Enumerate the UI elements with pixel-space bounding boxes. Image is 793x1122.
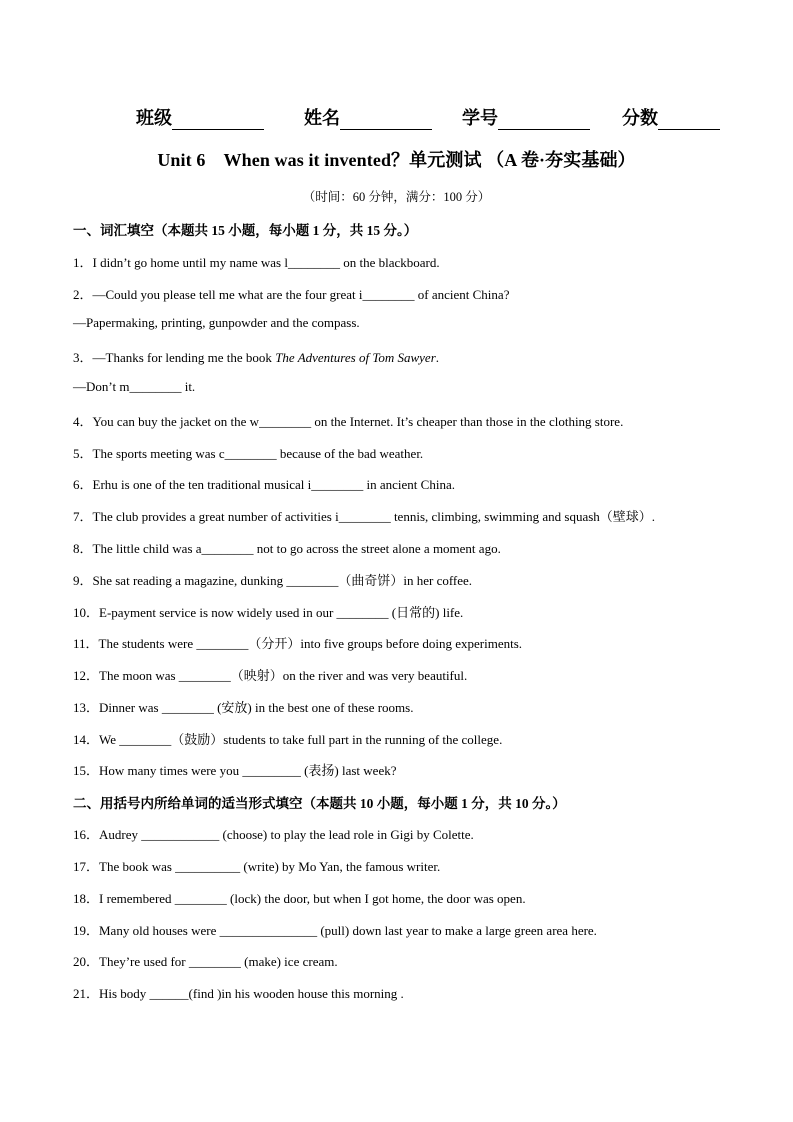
page-title: Unit 6 When was it invented？单元测试 （A 卷·夯实基础） [157, 150, 636, 170]
book-title: The Adventures of Tom Sawyer [275, 350, 436, 365]
question-item: 13．Dinner was ________ (安放) in the best one of these rooms. [73, 700, 414, 715]
question-item: 1．I didn’t go home until my name was l________ on the blackboard. [73, 255, 440, 270]
question-item: 17．The book was __________ (write) by Mo Yan, the famous writer. [73, 859, 441, 874]
question-item: 9．She sat reading a magazine, dunking ________（曲奇饼）in her coffee. [73, 573, 473, 588]
question-answer-line: —Don’t m________ it. [73, 379, 196, 394]
question-item: 20．They’re used for ________ (make) ice cream. [73, 954, 338, 969]
question-item: 2．—Could you please tell me what are the four great i________ of ancient China? [73, 287, 510, 302]
question-item: 19．Many old houses were _______________ (pull) down last year to make a large green area here. [73, 923, 597, 938]
student-info-row [136, 104, 736, 130]
question-item: 8．The little child was a________ not to go across the street alone a moment ago. [73, 541, 501, 556]
question-item: 18．I remembered ________ (lock) the door, but when I got home, the door was open. [73, 891, 526, 906]
id-label: 学号 [462, 108, 498, 128]
question-answer-line: —Papermaking, printing, gunpowder and the compass. [73, 315, 360, 330]
score-field [622, 104, 720, 130]
question-item: 14．We ________（鼓励）students to take full part in the running of the college. [73, 732, 503, 747]
question-item: 4．You can buy the jacket on the w________ on the Internet. It’s cheaper than those in the clothing store. [73, 414, 624, 429]
class-label: 班级 [136, 108, 172, 128]
question-text: 3．—Thanks for lending me the book [73, 350, 276, 365]
section1-heading: 一、词汇填空（本题共 15 小题，每小题 1 分，共 15 分。） [73, 223, 418, 238]
exam-time-info: （时间：60 分钟，满分：100 分） [302, 190, 491, 204]
name-field [304, 104, 432, 130]
score-label: 分数 [622, 108, 658, 128]
name-label: 姓名 [304, 108, 340, 128]
class-blank[interactable] [172, 109, 264, 130]
name-blank[interactable] [340, 109, 432, 130]
section2-heading: 二、用括号内所给单词的适当形式填空（本题共 10 小题，每小题 1 分，共 10 分。） [73, 796, 566, 811]
question-item: 10．E-payment service is now widely used in our ________ (日常的) life. [73, 605, 464, 620]
class-field [136, 104, 264, 130]
question-item: 21．His body ______(find )in his wooden house this morning . [73, 986, 404, 1001]
question-item: 6．Erhu is one of the ten traditional musical i________ in ancient China. [73, 477, 455, 492]
score-blank[interactable] [658, 109, 720, 130]
question-item: 11．The students were ________（分开）into five groups before doing experiments. [73, 636, 523, 651]
question-item: 16．Audrey ____________ (choose) to play the lead role in Gigi by Colette. [73, 827, 474, 842]
question-item: 7．The club provides a great number of activities i________ tennis, climbing, swimming and squash（壁球）. [73, 509, 656, 524]
id-field [462, 104, 590, 130]
question-text-end: . [435, 350, 440, 365]
question-item [73, 347, 439, 366]
question-item: 15．How many times were you _________ (表扬) last week? [73, 763, 397, 778]
id-blank[interactable] [498, 109, 590, 130]
question-item: 5．The sports meeting was c________ because of the bad weather. [73, 446, 424, 461]
question-item: 12．The moon was ________（映射）on the river and was very beautiful. [73, 668, 468, 683]
